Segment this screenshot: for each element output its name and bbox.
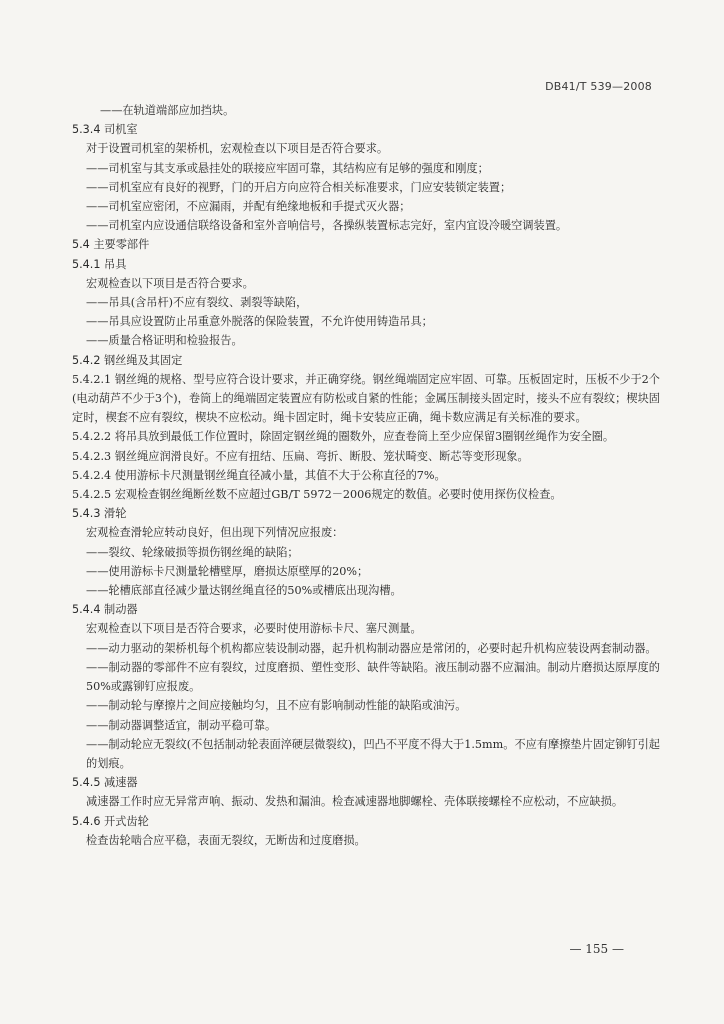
section-heading: 5.4.4 制动器	[72, 603, 138, 617]
text-line: ——使用游标卡尺测量轮槽壁厚，磨损达原壁厚的20%；	[86, 564, 369, 578]
section-heading: 5.3.4 司机室	[72, 123, 138, 137]
section-heading: 5.4.1 吊具	[72, 257, 127, 271]
text-line: 5.4.2.2 将吊具放到最低工作位置时，除固定钢丝绳的圈数外，应查卷筒上至少应保留3圈钢丝绳作为安全圈。	[72, 430, 615, 444]
text-line: ——制动轮应无裂纹(不包括制动轮表面淬硬层微裂纹)，凹凸不平度不得大于1.5mm。不应有摩擦垫片固定铆钉引起的划痕。	[86, 737, 660, 770]
text-line: ——司机室内应设通信联络设备和室外音响信号，各操纵装置标志完好，室内宜设冷暖空调装置。	[86, 219, 568, 233]
text-line: ——轮槽底部直径减少量达钢丝绳直径的50%或槽底出现沟槽。	[86, 584, 402, 598]
text-line: 5.4.2.3 钢丝绳应润滑良好。不应有扭结、压扁、弯折、断股、笼状畸变、断芯等变形现象。	[72, 449, 529, 463]
section-heading: 5.4.2 钢丝绳及其固定	[72, 353, 183, 367]
text-line: ——质量合格证明和检验报告。	[86, 334, 243, 348]
text-line: ——司机室应密闭，不应漏雨，并配有绝缘地板和手提式灭火器；	[86, 200, 411, 214]
section-heading: 5.4 主要零部件	[72, 238, 150, 252]
text-line: 5.4.2.1 钢丝绳的规格、型号应符合设计要求，并正确穿绕。钢丝绳端固定应牢固、可靠。压板固定时，压板不少于2个(电动葫芦不少于3个)，卷筒上的绳端固定装置应有防松或自紧的性能；金属压制接头固定时，接头不应有裂纹；楔块固定时，楔套不应有裂纹，楔块不应松动。绳卡固定时，绳卡安装应正确，绳卡数应满足有关标准的要求。	[72, 372, 660, 425]
section-heading: 5.4.3 滑轮	[72, 507, 127, 521]
text-line: 宏观检查以下项目是否符合要求，必要时使用游标卡尺、塞尺测量。	[86, 622, 422, 636]
text-line: ——在轨道端部应加挡块。	[100, 104, 235, 117]
text-line: 对于设置司机室的架桥机，宏观检查以下项目是否符合要求。	[86, 142, 389, 156]
text-line: 减速器工作时应无异常声响、振动、发热和漏油。检查减速器地脚螺栓、壳体联接螺栓不应松动，不应缺损。	[86, 795, 624, 809]
text-line: ——司机室应有良好的视野，门的开启方向应符合相关标准要求，门应安装锁定装置；	[86, 180, 512, 194]
section-heading: 5.4.5 减速器	[72, 776, 138, 790]
text-line: ——吊具应设置防止吊重意外脱落的保险装置，不允许使用铸造吊具；	[86, 315, 433, 329]
text-line: 检查齿轮啮合应平稳，表面无裂纹，无断齿和过度磨损。	[86, 833, 366, 847]
text-line: ——动力驱动的架桥机每个机构都应装设制动器，起升机构制动器应是常闭的，必要时起升机构应装设两套制动器。	[86, 641, 657, 655]
text-line: ——制动器调整适宜，制动平稳可靠。	[86, 718, 277, 732]
text-line: ——裂纹、轮缘破损等损伤钢丝绳的缺陷；	[86, 545, 299, 559]
text-line: 5.4.2.5 宏观检查钢丝绳断丝数不应超过GB/T 5972－2006规定的数值。必要时使用探伤仪检查。	[72, 488, 562, 502]
text-line: ——制动轮与摩擦片之间应接触均匀，且不应有影响制动性能的缺陷或油污。	[86, 699, 467, 713]
text-line: 5.4.2.4 使用游标卡尺测量钢丝绳直径减小量，其值不大于公称直径的7%。	[72, 468, 446, 482]
page-number: — 155 —	[569, 942, 624, 956]
section-heading: 5.4.6 开式齿轮	[72, 814, 149, 828]
text-line: ——司机室与其支承或悬挂处的联接应牢固可靠，其结构应有足够的强度和刚度；	[86, 161, 489, 175]
document-body	[72, 101, 660, 850]
text-line: 宏观检查以下项目是否符合要求。	[86, 276, 254, 290]
text-line: ——制动器的零部件不应有裂纹，过度磨损、塑性变形、缺件等缺陷。液压制动器不应漏油。制动片磨损达原厚度的50%或露铆钉应报废。	[86, 660, 660, 694]
text-line: ——吊具(含吊杆)不应有裂纹、剥裂等缺陷，	[86, 296, 308, 310]
page-header-standard-code: DB41/T 539—2008	[545, 80, 652, 93]
text-line: 宏观检查滑轮应转动良好，但出现下列情况应报废：	[86, 526, 344, 540]
